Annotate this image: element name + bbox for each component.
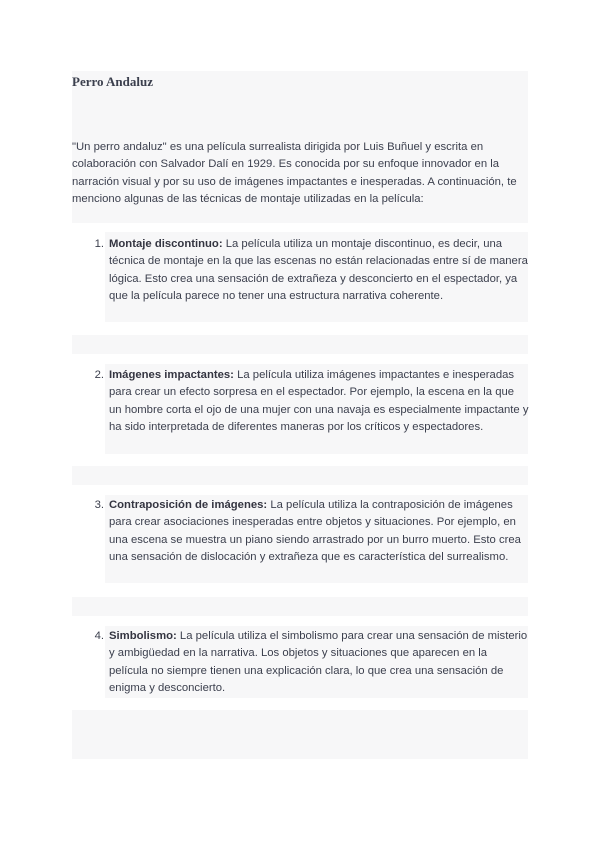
shaded-gap-3 [72, 597, 528, 616]
list-item-text: La película utiliza un montaje discontinuo, es decir, una técnica de montaje en la que las escenas no están relacionadas entre sí de manera lógica. Esto crea una sensación de extrañeza y desconcierto en el espectador, ya que la película parece no tener una estructura narrativa coherente. [109, 238, 528, 303]
list-item-heading: Simbolismo: [109, 630, 177, 642]
shaded-gap-2 [72, 466, 528, 485]
list-item-number: 2. [94, 369, 104, 381]
document-title: Perro Andaluz [72, 74, 154, 89]
list-item-heading: Contraposición de imágenes: [109, 499, 268, 511]
list-item-text: La película utiliza imágenes impactantes e inesperadas para crear un efecto sorpresa en el espectador. Por ejemplo, la escena en la que un hombre corta el ojo de una mujer con una navaja es especialmente impactante y ha sido interpretada de diferentes maneras por los críticos y espectadores. [109, 369, 529, 434]
intro-paragraph: "Un perro andaluz" es una película surrealista dirigida por Luis Buñuel y escrita en colaboración con Salvador Dalí en 1929. Es conocida por su enfoque innovador en la narración visual y por su uso de imágenes impactantes e inesperadas. A continuación, te menciono algunas de las técnicas de montaje utilizadas en la película: [72, 141, 517, 206]
list-item-heading: Imágenes impactantes: [109, 369, 234, 381]
list-item-text: La película utiliza el simbolismo para crear una sensación de misterio y ambigüedad en la narrativa. Los objetos y situaciones que aparecen en la película no siempre tienen una explicación clara, lo que crea una sensación de enigma y desconcierto. [109, 630, 528, 695]
shaded-block-bottom [72, 710, 528, 759]
list-item-number: 4. [94, 630, 104, 642]
list-item-number: 1. [94, 238, 104, 250]
shaded-gap-1 [72, 335, 528, 354]
list-item-heading: Montaje discontinuo: [109, 238, 223, 250]
list-item-number: 3. [94, 499, 104, 511]
list-item-text: La película utiliza la contraposición de imágenes para crear asociaciones inesperadas entre objetos y situaciones. Por ejemplo, en una escena se muestra un piano siendo arrastrado por un burro muerto. Esto crea una sensación de dislocación y extrañeza que es característica del surrealismo. [109, 499, 521, 564]
